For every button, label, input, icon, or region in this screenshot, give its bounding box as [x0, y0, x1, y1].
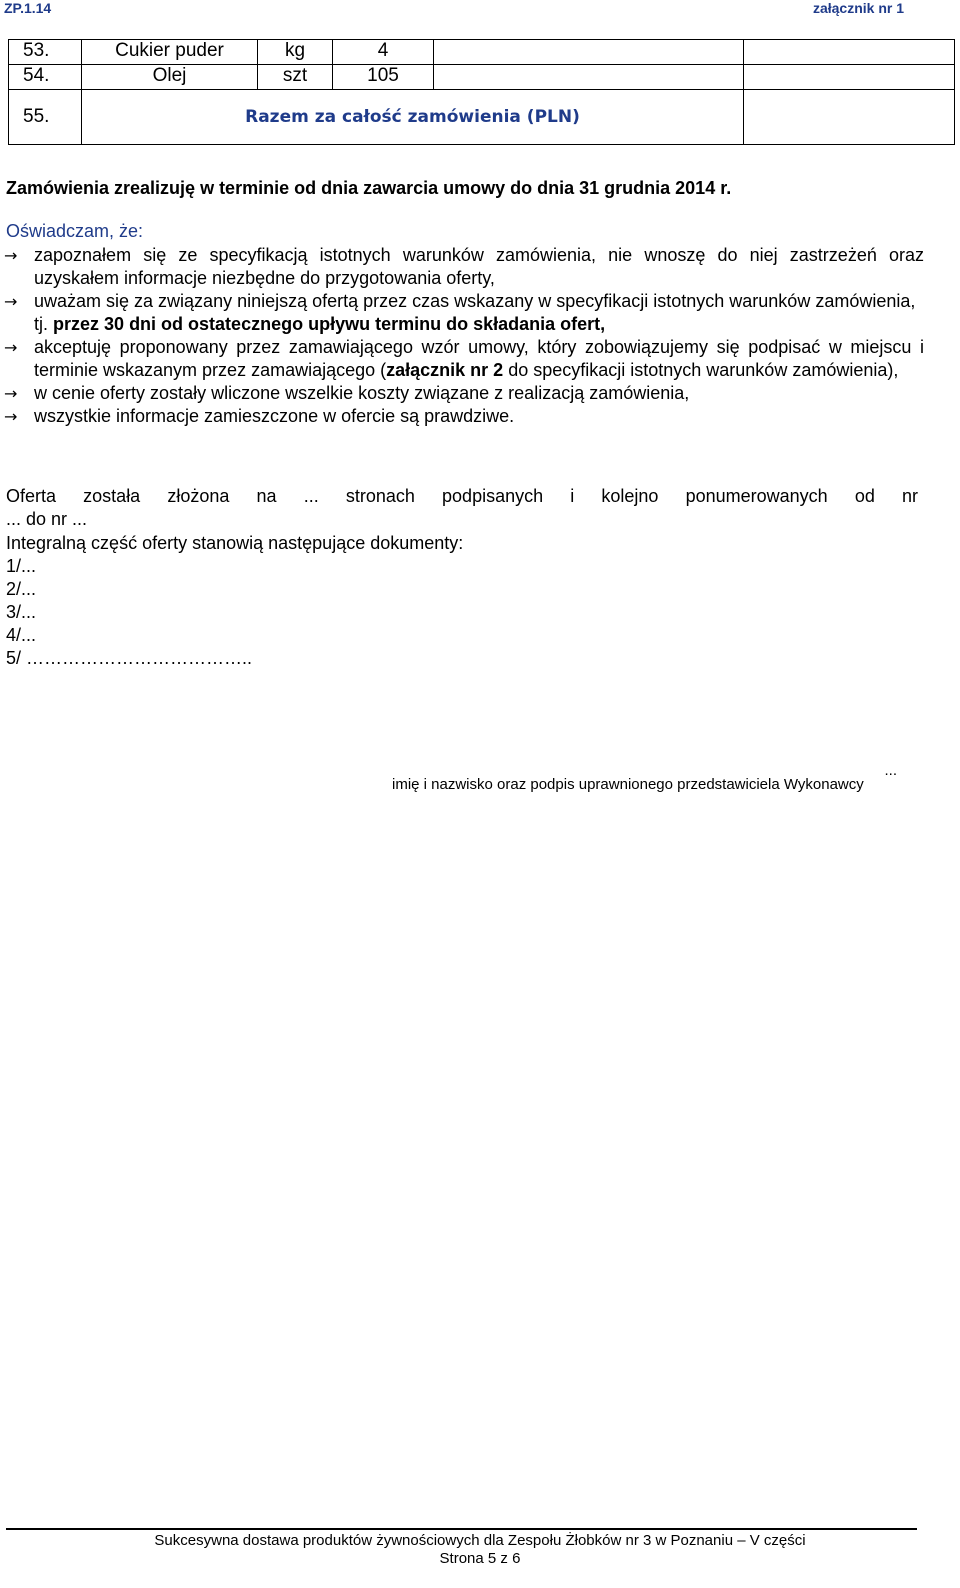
quantity: 4: [333, 40, 434, 65]
item-text: wszystkie informacje zamieszczone w ofercie są prawdziwe.: [34, 406, 515, 426]
doc-ref: ZP.1.14: [4, 0, 52, 16]
declaration-title: Oświadczam, że:: [6, 221, 144, 241]
docs-title: Integralną część oferty stanowią następujące dokumenty:: [6, 533, 464, 553]
product-name: Cukier puder: [82, 40, 258, 65]
product-name: Olej: [82, 65, 258, 90]
list-item: [4, 336, 924, 382]
item-text-bold: przez 30 dni od ostatecznego upływu terminu do składania ofert,: [53, 314, 606, 334]
empty-cell: [434, 40, 744, 65]
total-label: Razem za całość zamówienia (PLN): [82, 90, 744, 145]
total-row: [9, 90, 955, 145]
table-row: [9, 40, 955, 65]
empty-cell: [744, 40, 955, 65]
page-number: Strona 5 z 6: [439, 1550, 521, 1567]
item-text: uważam się za związany niniejszą ofertą przez czas wskazany w specyfikacji istotnych warunków zamówienia, tj.: [34, 291, 916, 334]
empty-cell: [744, 65, 955, 90]
item-text: zapoznałem się ze specyfikacją istotnych warunków zamówienia, nie wnoszę do niej zastrzeżeń oraz uzyskałem informacje niezbędne do przygotowania oferty,: [34, 245, 924, 288]
arrow-icon: →: [4, 384, 18, 403]
quantity: 105: [333, 65, 434, 90]
list-item: [4, 290, 924, 336]
arrow-icon: →: [4, 338, 18, 357]
declaration-list: [4, 244, 924, 428]
deadline-statement: Zamówienia zrealizuję w terminie od dnia zawarcia umowy do dnia 31 grudnia 2014 r.: [6, 178, 732, 198]
row-number: 53.: [9, 40, 82, 65]
row-number: 54.: [9, 65, 82, 90]
footer-divider: [6, 1528, 917, 1530]
items-table: [8, 39, 955, 145]
row-number: 55.: [9, 90, 82, 145]
empty-cell: [434, 65, 744, 90]
unit: szt: [258, 65, 333, 90]
doc-line-2: 2/...: [6, 579, 37, 599]
doc-line-4: 4/...: [6, 625, 37, 645]
doc-line-5: 5/ ………………………………..: [6, 648, 253, 668]
table-row: [9, 65, 955, 90]
total-value-cell: [744, 90, 955, 145]
item-text: w cenie oferty zostały wliczone wszelkie koszty związane z realizacją zamówienia,: [34, 383, 690, 403]
list-item: [4, 244, 924, 290]
signature-caption: imię i nazwisko oraz podpis uprawnionego przedstawiciela Wykonawcy: [392, 776, 864, 793]
item-text: do specyfikacji istotnych warunków zamówienia),: [503, 360, 899, 380]
arrow-icon: →: [4, 407, 18, 426]
unit: kg: [258, 40, 333, 65]
item-text-bold: załącznik nr 2: [386, 360, 504, 380]
doc-line-3: 3/...: [6, 602, 37, 622]
list-item: [4, 382, 924, 405]
attachment-label: załącznik nr 1: [812, 0, 904, 16]
footer-title: Sukcesywna dostawa produktów żywnościowych dla Zespołu Żłobków nr 3 w Poznaniu – V części: [154, 1532, 806, 1549]
doc-line-1: 1/...: [6, 556, 37, 576]
offer-pages-line-2: ... do nr ...: [6, 509, 88, 529]
arrow-icon: →: [4, 246, 18, 265]
signature-dots: ...: [884, 762, 897, 779]
offer-pages-line: Oferta została złożona na ... stronach podpisanych i kolejno ponumerowanych od nr: [6, 486, 918, 506]
arrow-icon: →: [4, 292, 18, 311]
list-item: [4, 405, 924, 428]
item-text: akceptuję proponowany przez zamawiającego wzór umowy, który zobowiązujemy się podpisać w miejscu i terminie wskazanym przez zamawiającego (: [34, 337, 924, 380]
